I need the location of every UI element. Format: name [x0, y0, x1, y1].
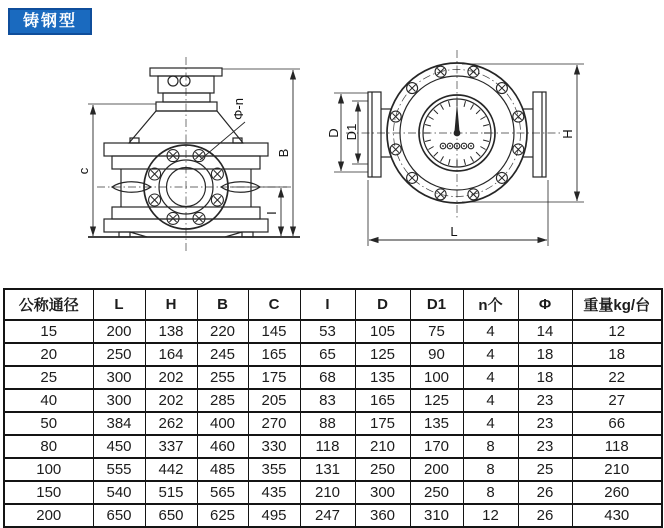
table-cell: 80: [4, 435, 93, 458]
dimension-I: [230, 187, 287, 236]
table-cell: 27: [572, 389, 662, 412]
table-cell: 200: [4, 504, 93, 527]
table-cell: 14: [518, 320, 572, 343]
column-header: n个: [463, 289, 518, 320]
table-cell: 245: [197, 343, 248, 366]
table-cell: 220: [197, 320, 248, 343]
table-cell: 285: [197, 389, 248, 412]
table-cell: 540: [93, 481, 145, 504]
table-cell: 8: [463, 458, 518, 481]
table-cell: 330: [248, 435, 300, 458]
table-row: [4, 458, 662, 481]
table-cell: 88: [300, 412, 355, 435]
dial-hub: [454, 130, 461, 137]
table-row: [4, 343, 662, 366]
table-cell: 125: [355, 343, 410, 366]
table-cell: 442: [145, 458, 197, 481]
table-cell: 12: [572, 320, 662, 343]
table-cell: 300: [93, 366, 145, 389]
table-cell: 210: [572, 458, 662, 481]
table-cell: 50: [4, 412, 93, 435]
table-cell: 12: [463, 504, 518, 527]
table-cell: 625: [197, 504, 248, 527]
table-cell: 138: [145, 320, 197, 343]
table-cell: 170: [410, 435, 463, 458]
table-cell: 15: [4, 320, 93, 343]
table-cell: 18: [572, 343, 662, 366]
table-row: [4, 320, 662, 343]
header-row: [4, 289, 662, 320]
table-cell: 25: [518, 458, 572, 481]
spec-table-body: [4, 320, 662, 527]
dim-label-I: I: [264, 211, 279, 215]
table-row: [4, 366, 662, 389]
column-header: D: [355, 289, 410, 320]
dim-label-L: L: [450, 224, 458, 239]
table-cell: 100: [410, 366, 463, 389]
table-cell: 18: [518, 343, 572, 366]
table-cell: 68: [300, 366, 355, 389]
table-cell: 22: [572, 366, 662, 389]
table-cell: 105: [355, 320, 410, 343]
counter-window-icon: [180, 76, 190, 86]
table-cell: 435: [248, 481, 300, 504]
table-row: [4, 412, 662, 435]
table-cell: 145: [248, 320, 300, 343]
table-cell: 150: [4, 481, 93, 504]
inlet-flange: [368, 92, 392, 177]
table-cell: 650: [145, 504, 197, 527]
table-cell: 165: [355, 389, 410, 412]
table-cell: 23: [518, 435, 572, 458]
table-row: [4, 481, 662, 504]
column-header: 公称通径: [4, 289, 93, 320]
table-cell: 164: [145, 343, 197, 366]
table-cell: 384: [93, 412, 145, 435]
table-cell: 310: [410, 504, 463, 527]
table-cell: 4: [463, 343, 518, 366]
table-cell: 247: [300, 504, 355, 527]
table-cell: 260: [572, 481, 662, 504]
table-cell: 90: [410, 343, 463, 366]
table-cell: 26: [518, 481, 572, 504]
outlet-flange: [522, 92, 546, 177]
dim-label-phi-n: Φ-n: [231, 98, 246, 120]
table-cell: 8: [463, 481, 518, 504]
table-cell: 175: [248, 366, 300, 389]
table-cell: 202: [145, 366, 197, 389]
table-cell: 262: [145, 412, 197, 435]
table-cell: 100: [4, 458, 93, 481]
table-cell: 53: [300, 320, 355, 343]
spec-table-head: [4, 289, 662, 320]
column-header: H: [145, 289, 197, 320]
table-cell: 65: [300, 343, 355, 366]
table-cell: 125: [410, 389, 463, 412]
table-cell: 460: [197, 435, 248, 458]
table-cell: 250: [355, 458, 410, 481]
table-cell: 355: [248, 458, 300, 481]
table-cell: 4: [463, 320, 518, 343]
table-cell: 270: [248, 412, 300, 435]
table-cell: 4: [463, 412, 518, 435]
table-cell: 202: [145, 389, 197, 412]
table-cell: 200: [93, 320, 145, 343]
table-row: [4, 389, 662, 412]
front-view-drawing: [76, 57, 300, 252]
table-cell: 18: [518, 366, 572, 389]
dimension-B: [222, 69, 300, 236]
table-cell: 255: [197, 366, 248, 389]
table-cell: 8: [463, 435, 518, 458]
dial-needle: [454, 103, 459, 133]
table-cell: 135: [410, 412, 463, 435]
table-cell: 26: [518, 504, 572, 527]
table-cell: 300: [93, 389, 145, 412]
table-cell: 250: [93, 343, 145, 366]
table-row: [4, 435, 662, 458]
table-cell: 40: [4, 389, 93, 412]
table-cell: 118: [300, 435, 355, 458]
column-header: I: [300, 289, 355, 320]
table-cell: 515: [145, 481, 197, 504]
table-cell: 210: [355, 435, 410, 458]
dimension-D1: [344, 101, 368, 164]
column-header: D1: [410, 289, 463, 320]
column-header: L: [93, 289, 145, 320]
dim-label-D1: D1: [344, 123, 359, 141]
table-cell: 337: [145, 435, 197, 458]
table-cell: 430: [572, 504, 662, 527]
table-cell: 650: [93, 504, 145, 527]
table-cell: 485: [197, 458, 248, 481]
table-cell: 23: [518, 389, 572, 412]
table-cell: 118: [572, 435, 662, 458]
table-cell: 165: [248, 343, 300, 366]
dim-label-D: D: [326, 128, 341, 138]
column-header: C: [248, 289, 300, 320]
dimension-c: [76, 104, 156, 236]
table-cell: 66: [572, 412, 662, 435]
column-header: Φ: [518, 289, 572, 320]
table-cell: 360: [355, 504, 410, 527]
spec-table: [3, 288, 663, 528]
table-cell: 75: [410, 320, 463, 343]
table-cell: 555: [93, 458, 145, 481]
table-cell: 495: [248, 504, 300, 527]
table-cell: 250: [410, 481, 463, 504]
table-cell: 131: [300, 458, 355, 481]
table-cell: 205: [248, 389, 300, 412]
type-badge: 铸钢型: [8, 8, 92, 35]
table-cell: 175: [355, 412, 410, 435]
table-cell: 83: [300, 389, 355, 412]
dim-label-c: c: [76, 167, 91, 175]
table-cell: 4: [463, 366, 518, 389]
side-view-drawing: [326, 50, 584, 246]
table-cell: 200: [410, 458, 463, 481]
column-header: B: [197, 289, 248, 320]
table-cell: 450: [93, 435, 145, 458]
table-cell: 20: [4, 343, 93, 366]
table-cell: 25: [4, 366, 93, 389]
table-cell: 135: [355, 366, 410, 389]
dim-label-B: B: [276, 148, 291, 158]
table-row: [4, 504, 662, 527]
table-cell: 565: [197, 481, 248, 504]
column-header: 重量kg/台: [572, 289, 662, 320]
dim-label-H: H: [560, 129, 575, 139]
table-cell: 23: [518, 412, 572, 435]
counter-window-icon: [168, 76, 178, 86]
table-cell: 400: [197, 412, 248, 435]
table-cell: 4: [463, 389, 518, 412]
table-cell: 300: [355, 481, 410, 504]
table-cell: 210: [300, 481, 355, 504]
